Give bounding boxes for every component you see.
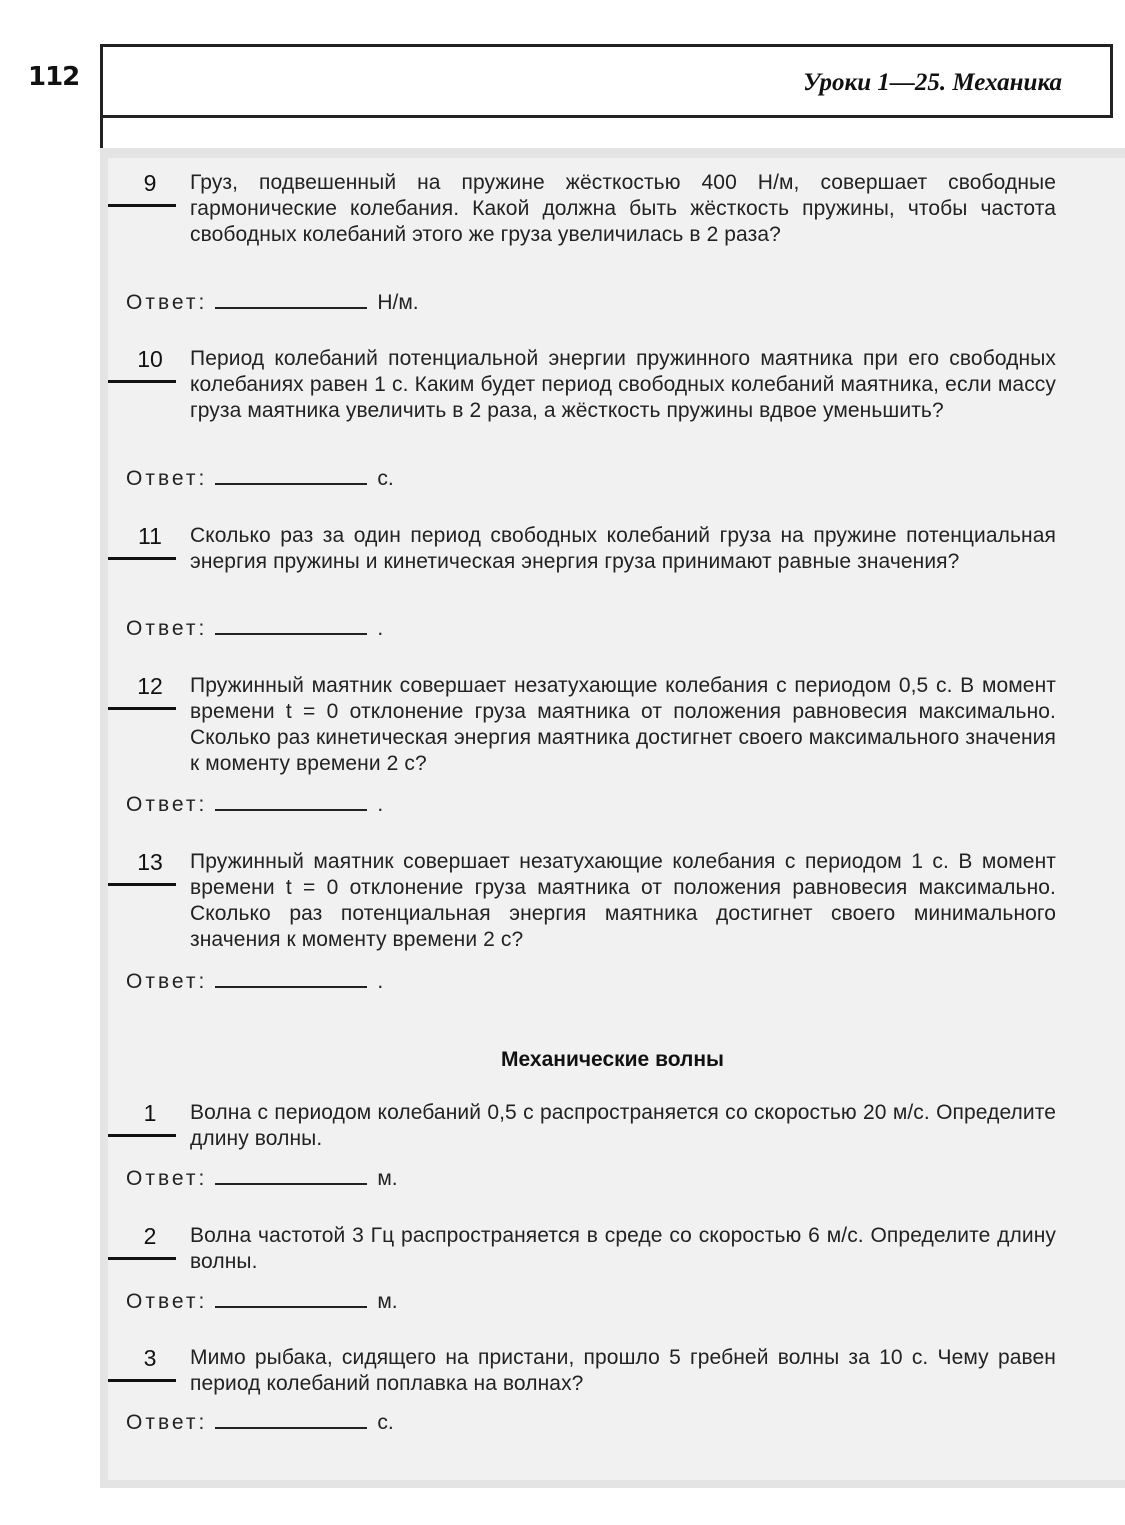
task-number: 3: [143, 1345, 157, 1371]
answer-unit: .: [377, 970, 384, 993]
answer-row: [126, 289, 419, 315]
answer-label: Ответ:: [126, 617, 208, 640]
task-rule: [108, 1134, 176, 1137]
task-text: Мимо рыбака, сидящего на пристани, прошло 5 гребней волны за 10 с. Чему равен период колебаний поплавка на волнах?: [190, 1346, 1056, 1395]
answer-blank[interactable]: [215, 1165, 367, 1185]
answer-label: Ответ:: [126, 1411, 208, 1434]
answer-unit: м.: [377, 1290, 398, 1313]
task-rule: [108, 1257, 176, 1260]
task-number: 9: [143, 170, 157, 196]
task-text: Пружинный маятник совершает незатухающие колебания с периодом 0,5 с. В момент времени t = 0 отклонение груза маятника от положения равновесия максимально. Сколько раз кинетическая энергия маятника достигнет своего максимального значения к моменту времени 2 с?: [190, 674, 1056, 775]
content-panel: [100, 148, 1125, 1488]
page-number: 112: [28, 62, 80, 92]
task-rule: [108, 557, 176, 560]
answer-blank[interactable]: [215, 289, 367, 309]
answer-row: [126, 465, 394, 491]
answer-blank[interactable]: [215, 1409, 367, 1429]
task-text: Волна частотой 3 Гц распространяется в среде со скоростью 6 м/с. Определите длину волны.: [190, 1224, 1056, 1273]
section-title: Механические волны: [501, 1048, 724, 1071]
chapter-header: [100, 44, 1113, 118]
answer-row: [126, 615, 383, 641]
task-text: Сколько раз за один период свободных колебаний груза на пружине потенциальная энергия пружины и кинетическая энергия груза принимают равные значения?: [190, 524, 1056, 573]
answer-label: Ответ:: [126, 970, 208, 993]
answer-unit: Н/м.: [377, 291, 419, 314]
task-rule: [108, 707, 176, 710]
task-rule: [108, 883, 176, 886]
task-rule: [108, 204, 176, 207]
answer-row: [126, 791, 383, 817]
answer-label: Ответ:: [126, 467, 208, 490]
answer-unit: м.: [377, 1167, 398, 1190]
answer-row: [126, 1165, 398, 1191]
task-rule: [108, 380, 176, 383]
answer-label: Ответ:: [126, 291, 208, 314]
answer-unit: .: [377, 793, 384, 816]
task-rule: [108, 1379, 176, 1382]
answer-unit: .: [377, 617, 384, 640]
answer-row: [126, 1409, 394, 1435]
task-number: 13: [137, 849, 163, 875]
task-number: 2: [143, 1223, 157, 1249]
answer-blank[interactable]: [215, 1288, 367, 1308]
task-number: 10: [137, 346, 163, 372]
task-number: 1: [143, 1100, 157, 1126]
answer-row: [126, 968, 383, 994]
answer-blank[interactable]: [215, 465, 367, 485]
answer-blank[interactable]: [215, 615, 367, 635]
task-text: Груз, подвешенный на пружине жёсткостью 400 Н/м, совершает свободные гармонические колебания. Какой должна быть жёсткость пружины, чтобы частота свободных колебаний этого же груза увеличилась в 2 раза?: [190, 171, 1056, 246]
answer-label: Ответ:: [126, 1167, 208, 1190]
answer-label: Ответ:: [126, 793, 208, 816]
task-number: 11: [138, 523, 162, 549]
answer-row: [126, 1288, 398, 1314]
answer-unit: с.: [377, 1411, 394, 1434]
task-text: Пружинный маятник совершает незатухающие колебания с периодом 1 с. В момент времени t = 0 отклонение груза маятника от положения равновесия максимально. Сколько раз потенциальная энергия маятника достигнет своего минимального значения к моменту времени 2 с?: [190, 850, 1056, 951]
task-number: 12: [137, 673, 163, 699]
answer-label: Ответ:: [126, 1290, 208, 1313]
answer-unit: с.: [377, 467, 394, 490]
task-text: Период колебаний потенциальной энергии пружинного маятника при его свободных колебаниях равен 1 с. Каким будет период свободных колебаний маятника, если массу груза маятника увеличить в 2 раза, а жёсткость пружины вдвое уменьшить?: [190, 347, 1056, 422]
answer-blank[interactable]: [215, 968, 367, 988]
task-text: Волна с периодом колебаний 0,5 с распространяется со скоростью 20 м/с. Определите длину волны.: [190, 1101, 1056, 1150]
chapter-title: Уроки 1—25. Механика: [803, 69, 1062, 96]
answer-blank[interactable]: [215, 791, 367, 811]
